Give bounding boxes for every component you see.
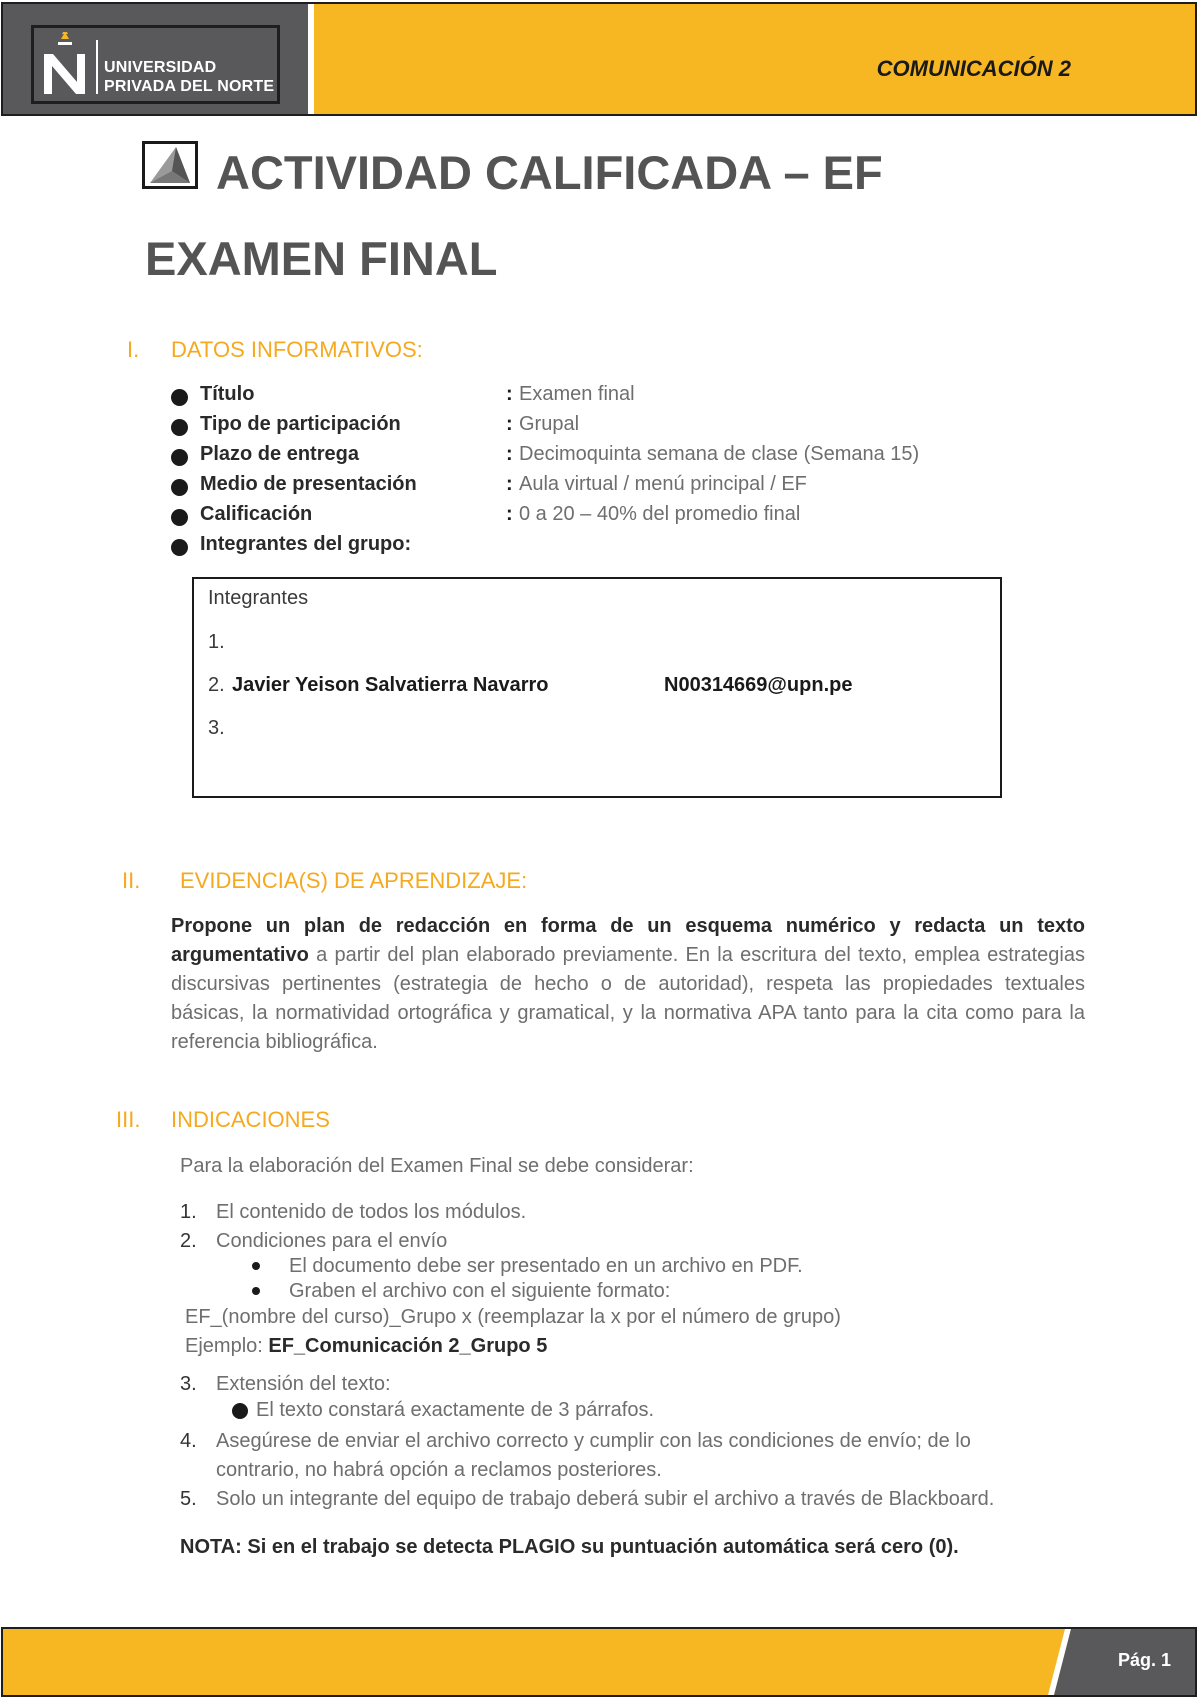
- item2-bullet-2: Graben el archivo con el siguiente formato:: [289, 1280, 671, 1302]
- bullet-icon: [171, 389, 188, 406]
- small-bullet-icon: [252, 1262, 260, 1270]
- section3-number: III.: [116, 1107, 141, 1132]
- item4-number: 4.: [180, 1430, 197, 1452]
- logo-separator: [96, 40, 98, 94]
- plagiarism-note: NOTA: Si en el trabajo se detecta PLAGIO su puntuación automática será cero (0).: [180, 1536, 959, 1558]
- info-row-integrantes: [171, 533, 1071, 563]
- evidence-paragraph: [171, 912, 1085, 1057]
- members-title: Integrantes: [208, 587, 309, 609]
- item1-number: 1.: [180, 1201, 197, 1223]
- upn-n-logo-icon: [40, 32, 90, 100]
- page-number: Pág. 1: [1117, 1650, 1171, 1670]
- member-number: 2.: [208, 674, 225, 696]
- evidence-text: a partir del plan elaborado previamente. En la escritura del texto, emplea estrategias discursivas pertinentes (estrategia de hecho o de autoridad), respeta las propiedades textuales básicas, la normatividad ortográfica y gramatical, y la normativa APA tanto para la cita como para la referencia bibliográfica.: [171, 944, 1085, 1053]
- info-label: Tipo de participación: [200, 413, 401, 435]
- example-label: Ejemplo:: [185, 1335, 269, 1357]
- evidence-bold: Propone un plan de redacción en forma de un esquema numérico y redacta un texto argumentativo: [171, 915, 1085, 966]
- info-value: Decimoquinta semana de clase (Semana 15): [519, 443, 920, 465]
- info-label: Plazo de entrega: [200, 443, 359, 465]
- header-divider: [308, 4, 314, 114]
- item3-number: 3.: [180, 1373, 197, 1395]
- info-value: Grupal: [519, 413, 580, 435]
- info-row-calificacion: [171, 503, 1071, 533]
- item2-text: Condiciones para el envío: [216, 1230, 448, 1252]
- university-logo: [31, 25, 280, 104]
- course-name: COMUNICACIÓN 2: [876, 56, 1071, 81]
- info-label: Título: [200, 383, 255, 405]
- members-box: [192, 577, 1002, 798]
- info-row-titulo: [171, 383, 1071, 413]
- member-number: 3.: [208, 717, 225, 739]
- member-number: 1.: [208, 631, 225, 653]
- footer-shape: [3, 1629, 1197, 1697]
- page-title: ACTIVIDAD CALIFICADA – EF: [216, 146, 883, 199]
- section2-number: II.: [122, 868, 141, 893]
- info-label: Integrantes del grupo:: [200, 533, 412, 555]
- member-email: N00314669@upn.pe: [664, 674, 853, 696]
- indications-intro: Para la elaboración del Examen Final se debe considerar:: [180, 1155, 694, 1177]
- info-value: 0 a 20 – 40% del promedio final: [519, 503, 801, 525]
- item5-number: 5.: [180, 1488, 197, 1510]
- section2-title: EVIDENCIA(S) DE APRENDIZAJE:: [180, 868, 528, 893]
- university-line2: PRIVADA DEL NORTE: [104, 78, 275, 95]
- info-value: Aula virtual / menú principal / EF: [519, 473, 807, 495]
- small-bullet-icon: [252, 1287, 260, 1295]
- info-colon: :: [506, 383, 513, 405]
- section1-number: I.: [127, 337, 140, 362]
- item4-text-line2: contrario, no habrá opción a reclamos posteriores.: [216, 1459, 662, 1481]
- example-line: [185, 1335, 547, 1358]
- info-value: Examen final: [519, 383, 635, 405]
- bullet-icon: [232, 1403, 248, 1419]
- bullet-icon: [171, 419, 188, 436]
- item2-bullet-1: El documento debe ser presentado en un archivo en PDF.: [289, 1255, 803, 1277]
- bullet-icon: [171, 449, 188, 466]
- section1-title: DATOS INFORMATIVOS:: [171, 337, 423, 362]
- item3-text: Extensión del texto:: [216, 1373, 391, 1395]
- page-header: [1, 2, 1197, 116]
- bullet-icon: [171, 479, 188, 496]
- info-colon: :: [506, 413, 513, 435]
- info-row-plazo: [171, 443, 1071, 473]
- info-row-medio: [171, 473, 1071, 503]
- member-row-2: [208, 674, 225, 697]
- triangle-logo-icon: [142, 141, 198, 189]
- bullet-icon: [171, 539, 188, 556]
- info-row-tipo: [171, 413, 1071, 443]
- member-row-1: [208, 631, 225, 654]
- format-line: EF_(nombre del curso)_Grupo x (reemplazar la x por el número de grupo): [185, 1306, 841, 1328]
- item1-text: El contenido de todos los módulos.: [216, 1201, 527, 1223]
- info-colon: :: [506, 473, 513, 495]
- item3-bullet: El texto constará exactamente de 3 párrafos.: [256, 1399, 654, 1421]
- page-subtitle: EXAMEN FINAL: [145, 232, 498, 285]
- item4-text-line1: Asegúrese de enviar el archivo correcto y cumplir con las condiciones de envío; de lo: [216, 1430, 971, 1452]
- member-row-3: [208, 717, 225, 740]
- university-name: [104, 58, 274, 96]
- info-colon: :: [506, 443, 513, 465]
- section3-title: INDICACIONES: [171, 1107, 330, 1132]
- university-line1: UNIVERSIDAD: [104, 59, 217, 76]
- bullet-icon: [171, 509, 188, 526]
- info-colon: :: [506, 503, 513, 525]
- info-label: Medio de presentación: [200, 473, 417, 495]
- item2-number: 2.: [180, 1230, 197, 1252]
- example-value: EF_Comunicación 2_Grupo 5: [268, 1335, 548, 1357]
- item5-text: Solo un integrante del equipo de trabajo deberá subir el archivo a través de Blackboard.: [216, 1488, 995, 1510]
- info-label: Calificación: [200, 503, 313, 525]
- member-name: Javier Yeison Salvatierra Navarro: [232, 674, 549, 696]
- page-footer: [1, 1627, 1197, 1697]
